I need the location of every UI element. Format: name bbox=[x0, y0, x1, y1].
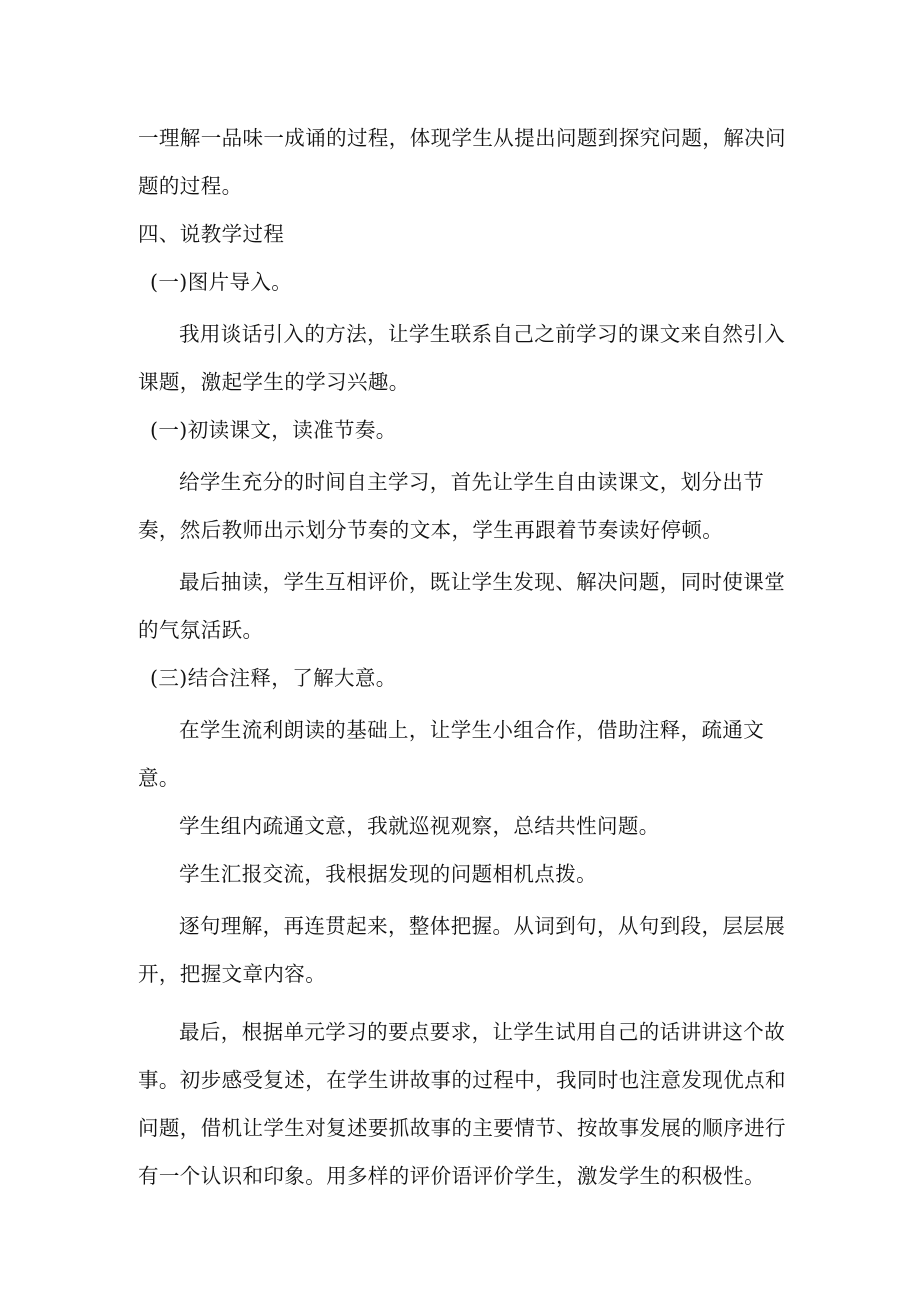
paragraph-retelling: 最后，根据单元学习的要点要求，让学生试用自己的话讲讲这个故事。初步感受复述，在学生讲故事的过程中，我同时也注意发现优点和问题，借机让学生对复述要抓故事的主要情节、按故事发展的顺序进行有一个认识和印象。用多样的评价语评价学生，激发学生的积极性。 bbox=[138, 1020, 786, 1188]
document-body bbox=[138, 114, 798, 1200]
paragraph-continuation: 一理解一品味一成诵的过程，体现学生从提出问题到探究问题，解决问题的过程。 bbox=[138, 126, 786, 198]
paragraph-sentence-understanding: 逐句理解，再连贯起来，整体把握。从词到句，从句到段，层层展开，把握文章内容。 bbox=[138, 914, 786, 986]
subheading-image-intro: (一)图片导入。 bbox=[150, 270, 293, 294]
paragraph-report-exchange: 学生汇报交流，我根据发现的问题相机点拨。 bbox=[179, 862, 597, 886]
subheading-annotations: (三)结合注释，了解大意。 bbox=[150, 666, 397, 690]
paragraph-teacher-observe: 学生组内疏通文意，我就巡视观察，总结共性问题。 bbox=[179, 814, 660, 838]
paragraph-group-work: 在学生流利朗读的基础上，让学生小组合作，借助注释，疏通文意。 bbox=[138, 718, 765, 790]
paragraph-peer-review: 最后抽读，学生互相评价，既让学生发现、解决问题，同时使课堂的气氛活跃。 bbox=[138, 570, 786, 642]
paragraph-intro-method: 我用谈话引入的方法，让学生联系自己之前学习的课文来自然引入课题，激起学生的学习兴趣。 bbox=[138, 322, 786, 394]
subheading-first-reading: (一)初读课文，读准节奏。 bbox=[150, 418, 397, 442]
paragraph-self-study: 给学生充分的时间自主学习，首先让学生自由读课文，划分出节奏，然后教师出示划分节奏的文本，学生再跟着节奏读好停顿。 bbox=[138, 470, 765, 542]
section-heading: 四、说教学过程 bbox=[138, 222, 285, 246]
